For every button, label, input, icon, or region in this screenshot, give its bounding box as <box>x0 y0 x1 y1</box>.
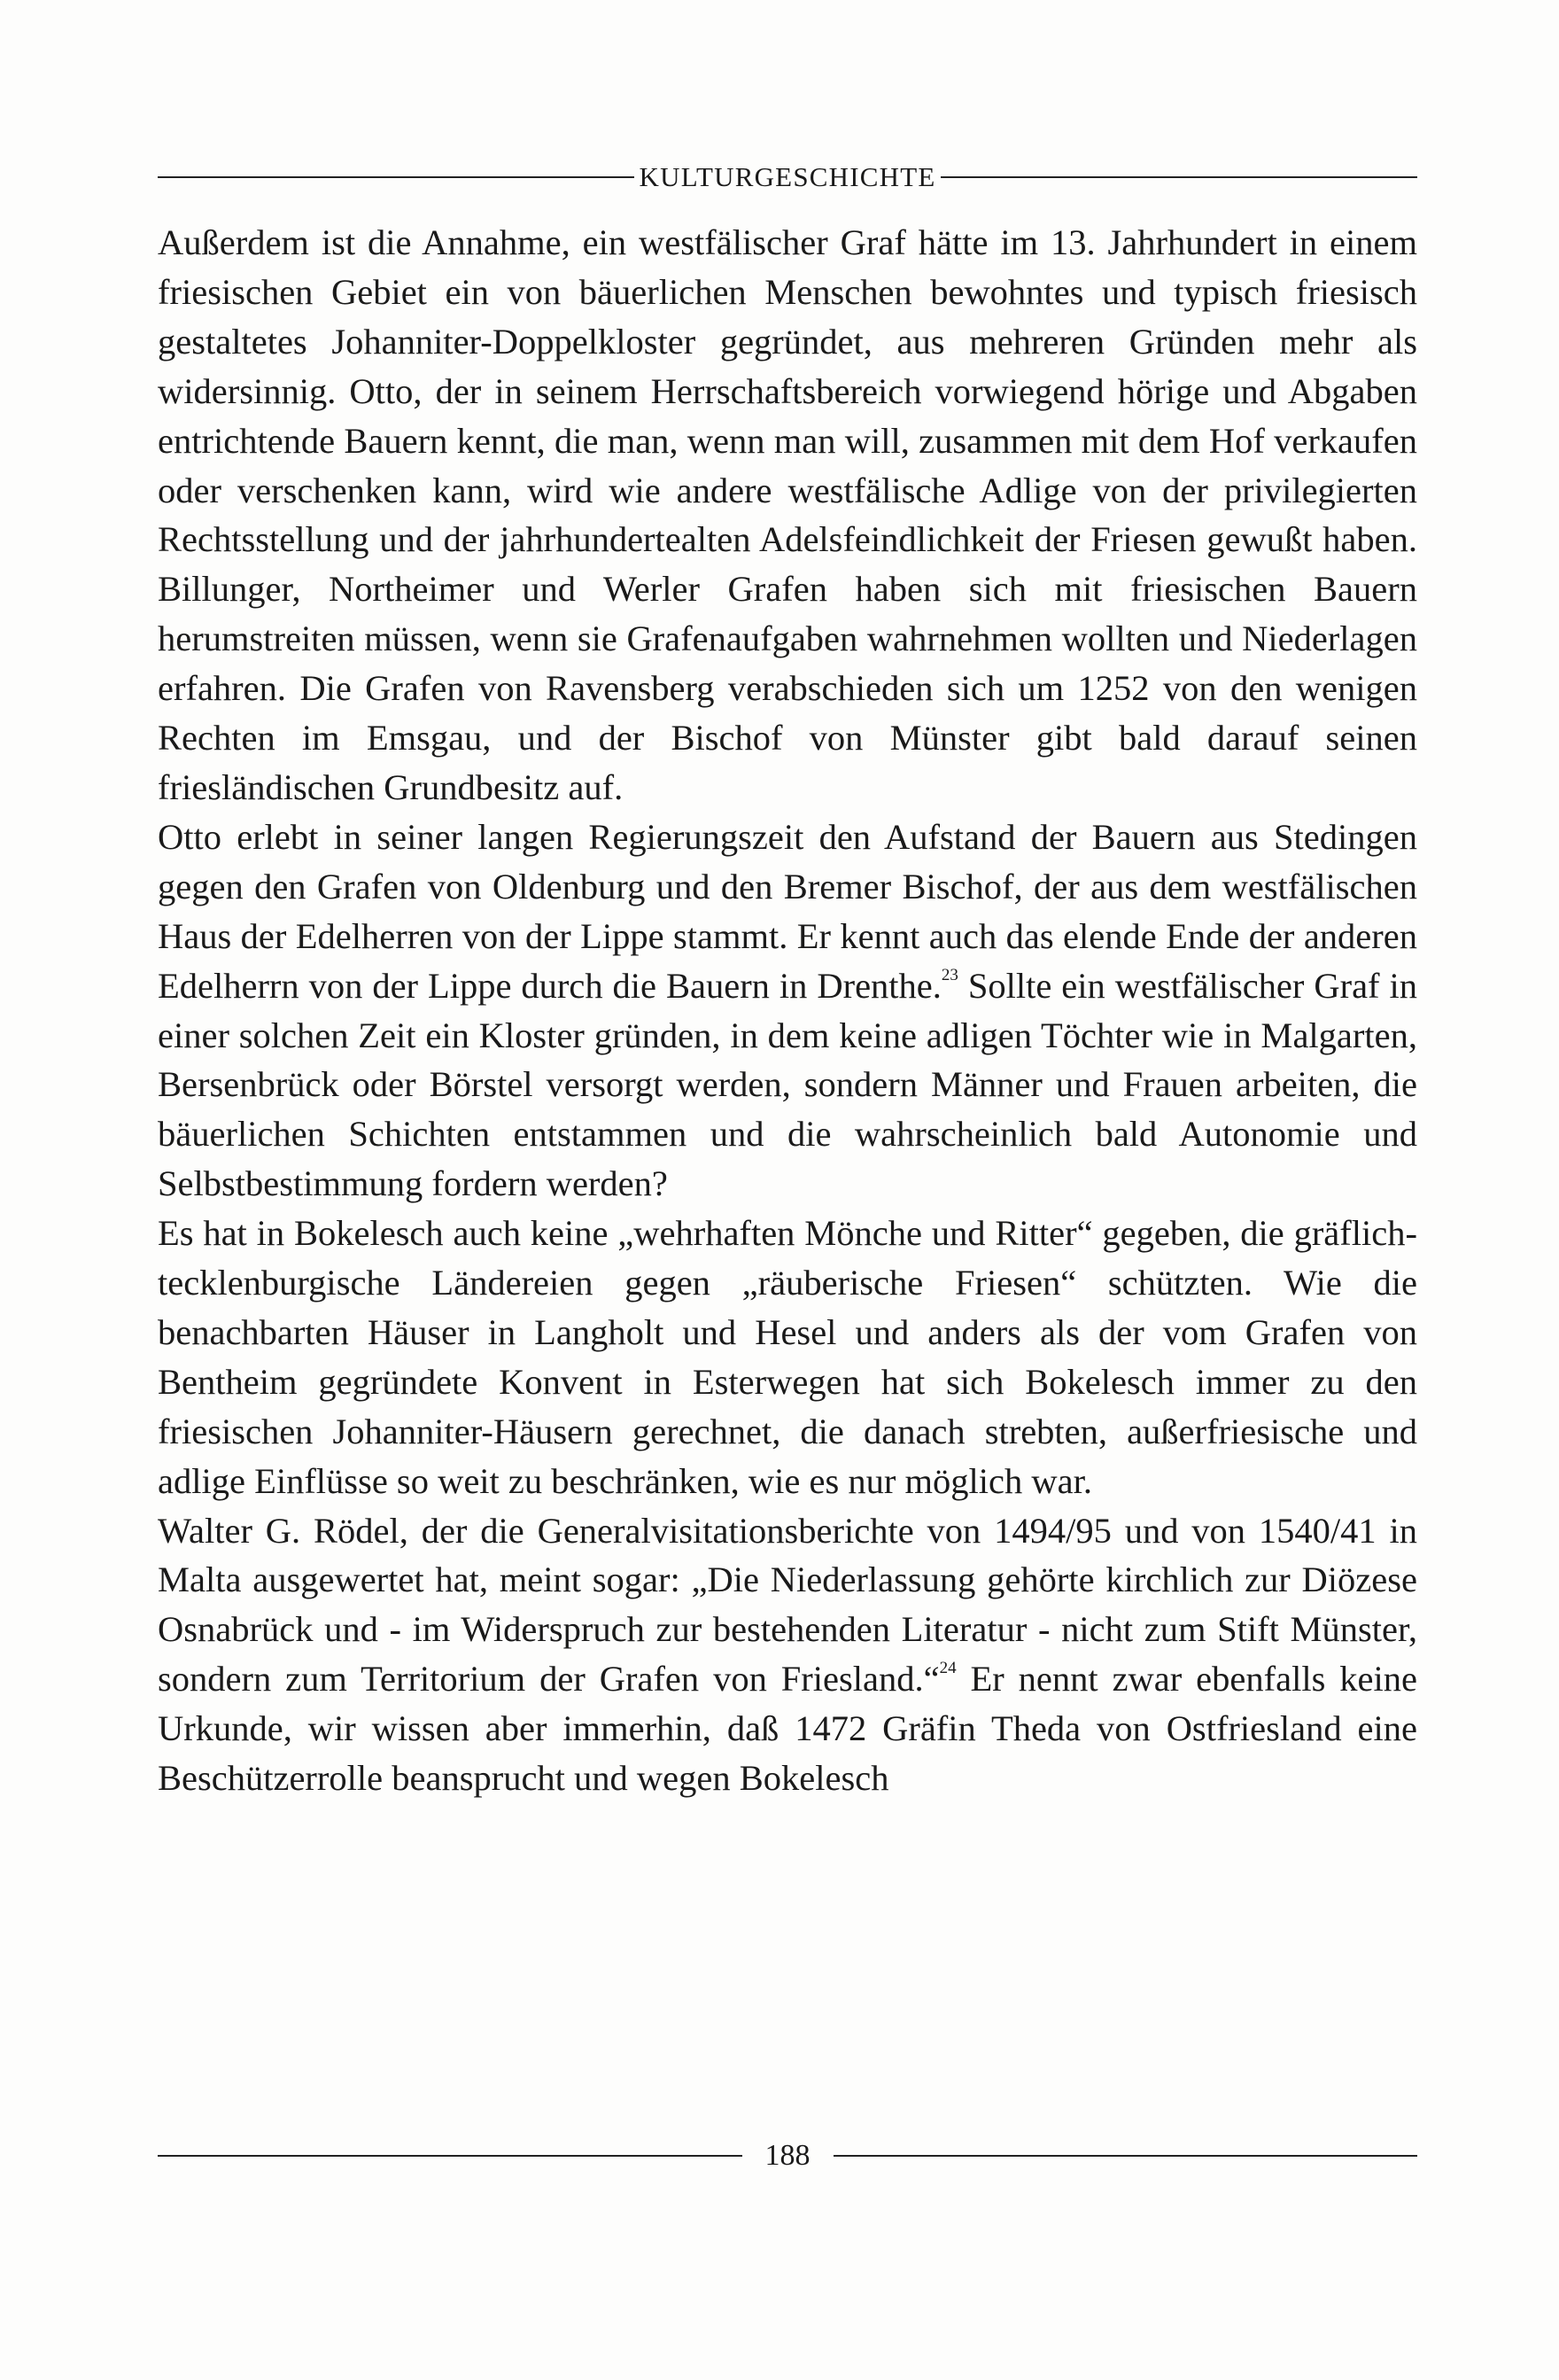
page-number: 188 <box>764 2139 811 2172</box>
paragraph-4-text-before: Walter G. Rödel, der die Generalvisitationsberichte von 1494/95 und von 1540/41 in Malta ausgewertet hat, meint sogar: „Die Niederlassung gehörte kirchlich zur Diözese Osnabrück und - im Widerspruch zur bestehenden Literatur - nicht zum Stift Münster, sondern zum Territorium der Grafen von Friesland.“ <box>158 1510 1417 1699</box>
footer-rule-right <box>834 2155 1418 2157</box>
paragraph-2-text-before: Otto erlebt in seiner langen Regierungszeit den Aufstand der Bauern aus Stedingen gegen den Grafen von Oldenburg und den Bremer Bischof, der aus dem westfälischen Haus der Edelherren von der Lippe stammt. Er kennt auch das elende Ende der anderen Edelherrn von der Lippe durch die Bauern in Drenthe. <box>158 816 1417 1006</box>
footnote-ref-24: 24 <box>939 1659 957 1678</box>
paragraph-2-text-after: Sollte ein westfälischer Graf in einer solchen Zeit ein Kloster gründen, in dem keine adligen Töchter wie in Malgarten, Bersenbrück oder Börstel versorgt werden, sondern Männer und Frauen arbeiten, die bäuerlichen Schichten entstammen und die wahrscheinlich bald Autonomie und Selbstbestimmung fordern werden? <box>158 965 1417 1204</box>
header-rule-right <box>941 176 1417 178</box>
running-header <box>158 158 1417 197</box>
footnote-ref-23: 23 <box>941 965 958 984</box>
footer-rule-left <box>158 2155 742 2157</box>
paragraph-3: Es hat in Bokelesch auch keine „wehrhaften Mönche und Ritter“ gegeben, die gräflich-tecklenburgische Ländereien gegen „räuberische Friesen“ schützten. Wie die benachbarten Häuser in Langholt und Hesel und anders als der vom Grafen von Bentheim gegründete Konvent in Esterwegen hat sich Bokelesch immer zu den friesischen Johanniter-Häusern gerechnet, die danach strebten, außerfriesische und adlige Einflüsse so weit zu beschränken, wie es nur möglich war. <box>158 1213 1417 1501</box>
paragraph-2 <box>158 813 1417 1209</box>
paragraph-4-text-after: Er nennt zwar ebenfalls keine Urkunde, wir wissen aber immerhin, daß 1472 Gräfin Theda von Ostfriesland eine Beschützerrolle beansprucht und wegen Bokelesch <box>158 1659 1417 1799</box>
body-text <box>158 218 1417 1803</box>
paragraph-4 <box>158 1506 1417 1803</box>
running-header-title: KULTURGESCHICHTE <box>639 161 936 192</box>
header-rule-left <box>158 176 634 178</box>
paragraph-1: Außerdem ist die Annahme, ein westfälischer Graf hätte im 13. Jahrhundert in einem friesischen Gebiet ein von bäuerlichen Menschen bewohntes und typisch friesisch gestaltetes Johanniter-Doppelkloster gegründet, aus mehreren Gründen mehr als widersinnig. Otto, der in seinem Herrschaftsbereich vorwiegend hörige und Abgaben entrichtende Bauern kennt, die man, wenn man will, zusammen mit dem Hof verkaufen oder verschenken kann, wird wie andere westfälische Adlige von der privilegierten Rechtsstellung und der jahrhundertealten Adelsfeindlichkeit der Friesen gewußt haben. Billunger, Northeimer und Werler Grafen haben sich mit friesischen Bauern herumstreiten müssen, wenn sie Grafenaufgaben wahrnehmen wollten und Niederlagen erfahren. Die Grafen von Ravensberg verabschieden sich um 1252 von den wenigen Rechten im Emsgau, und der Bischof von Münster gibt bald darauf seinen friesländischen Grundbesitz auf. <box>158 222 1417 807</box>
page-footer <box>158 2135 1417 2176</box>
